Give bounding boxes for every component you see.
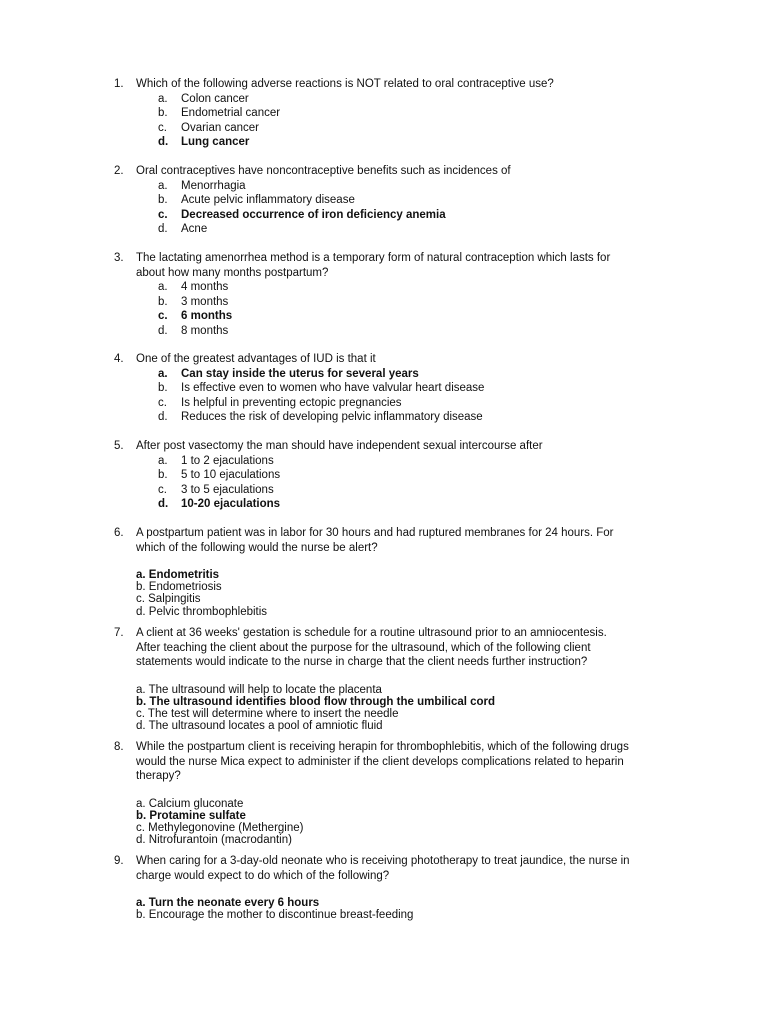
question-number: 7. <box>114 627 124 639</box>
question-text-line: A postpartum patient was in labor for 30 hours and had ruptured membranes for 24 hours. For <box>136 527 614 539</box>
option-text: Endometrial cancer <box>181 107 281 119</box>
answer-option: d. The ultrasound locates a pool of amniotic fluid <box>136 720 383 733</box>
answer-option <box>0 92 768 107</box>
option-text: Acne <box>181 223 208 235</box>
answer-option <box>0 468 768 483</box>
option-text: Can stay inside the uterus for several years <box>181 367 419 380</box>
question-block <box>0 251 768 338</box>
answer-option-correct: b. The ultrasound identifies blood flow through the umbilical cord <box>136 695 496 708</box>
question-text-line: Oral contraceptives have noncontraceptive benefits such as incidences of <box>136 165 511 177</box>
answer-option <box>0 381 768 396</box>
answer-option <box>0 295 768 310</box>
option-letter: d. <box>158 136 169 148</box>
question-block <box>0 439 768 512</box>
option-text: Is effective even to women who have valvular heart disease <box>181 382 485 394</box>
answer-options <box>0 454 768 512</box>
answer-option: d. Pelvic thrombophlebitis <box>136 605 268 618</box>
option-letter: b. <box>158 382 168 394</box>
option-text: Is helpful in preventing ectopic pregnancies <box>181 396 402 409</box>
option-text: 3 to 5 ejaculations <box>181 483 274 496</box>
option-letter: c. <box>158 208 168 221</box>
question-text-line: Which of the following adverse reactions is NOT related to oral contraceptive use? <box>136 78 554 90</box>
option-letter: b. <box>158 295 168 308</box>
option-letter: c. <box>158 310 168 322</box>
question-block <box>0 526 768 618</box>
question-text-line: statements would indicate to the nurse in charge that the client needs further instruction? <box>136 656 588 668</box>
option-letter: d. <box>158 324 168 337</box>
question-text <box>136 740 656 784</box>
option-text: 5 to 10 ejaculations <box>181 469 281 481</box>
question-text-line: After teaching the client about the purpose for the ultrasound, which of the following client <box>136 641 591 654</box>
answer-option <box>0 324 768 339</box>
answer-options <box>0 179 768 237</box>
option-text: Lung cancer <box>181 136 250 148</box>
answer-option <box>0 454 768 469</box>
question-number: 4. <box>114 353 124 365</box>
answer-options <box>0 367 768 425</box>
answer-option: d. Nitrofurantoin (macrodantin) <box>136 834 292 847</box>
answer-option-correct: a. Endometritis <box>136 569 220 581</box>
answer-option <box>0 222 768 237</box>
answer-option-correct <box>0 208 768 223</box>
option-letter: d. <box>158 498 169 510</box>
question-text-line: about how many months postpartum? <box>136 266 329 279</box>
answer-option <box>0 179 768 194</box>
answer-option: a. Calcium gluconate <box>136 797 244 810</box>
question-block <box>0 740 768 846</box>
question-block <box>0 626 768 732</box>
option-text: 10-20 ejaculations <box>181 498 281 510</box>
option-text: Acute pelvic inflammatory disease <box>181 194 355 206</box>
option-letter: b. <box>158 194 168 206</box>
answer-option <box>0 410 768 425</box>
question-number: 8. <box>114 741 124 753</box>
question-block <box>0 854 768 921</box>
question-number: 3. <box>114 252 124 264</box>
answer-options <box>0 569 768 618</box>
answer-options <box>0 684 768 733</box>
question-block <box>0 77 768 150</box>
option-text: Decreased occurrence of iron deficiency anemia <box>181 208 446 221</box>
question-text-line: therapy? <box>136 770 181 782</box>
option-letter: d. <box>158 223 168 235</box>
answer-option <box>0 106 768 121</box>
answer-option <box>0 483 768 498</box>
answer-option: b. Endometriosis <box>136 581 222 594</box>
answer-option-correct <box>0 497 768 512</box>
option-text: Colon cancer <box>181 92 249 105</box>
question-text <box>136 352 656 367</box>
answer-option: a. The ultrasound will help to locate the placenta <box>136 683 382 696</box>
option-letter: c. <box>158 396 167 409</box>
option-text: Ovarian cancer <box>181 121 259 134</box>
answer-option <box>0 396 768 411</box>
question-text-line: charge would expect to do which of the following? <box>136 869 390 882</box>
option-text: 6 months <box>181 310 233 322</box>
question-number: 1. <box>114 78 124 90</box>
option-text: 1 to 2 ejaculations <box>181 454 274 467</box>
question-text <box>136 439 656 454</box>
question-number: 5. <box>114 440 124 452</box>
answer-option: c. Methylegonovine (Methergine) <box>136 821 304 834</box>
question-text <box>136 251 656 280</box>
answer-option <box>0 193 768 208</box>
answer-option: b. Encourage the mother to discontinue breast-feeding <box>136 909 414 922</box>
question-block <box>0 164 768 237</box>
option-text: 3 months <box>181 295 229 308</box>
question-text <box>136 77 656 92</box>
option-letter: d. <box>158 411 168 423</box>
answer-option <box>0 280 768 295</box>
answer-option-correct: b. Protamine sulfate <box>136 809 246 822</box>
option-letter: a. <box>158 367 168 380</box>
option-letter: c. <box>158 483 167 496</box>
answer-option-correct <box>0 309 768 324</box>
question-text-line: A client at 36 weeks' gestation is schedule for a routine ultrasound prior to an amniocentesis. <box>136 627 607 639</box>
answer-option <box>0 121 768 136</box>
question-text-line: which of the following would the nurse be alert? <box>136 541 378 554</box>
question-number: 6. <box>114 527 124 539</box>
answer-option: c. Salpingitis <box>136 593 201 606</box>
option-letter: c. <box>158 121 167 134</box>
answer-options <box>0 798 768 847</box>
option-text: 4 months <box>181 281 229 293</box>
question-text-line: While the postpartum client is receiving herapin for thrombophlebitis, which of the following drugs <box>136 741 629 753</box>
question-number: 9. <box>114 855 124 867</box>
option-text: Reduces the risk of developing pelvic inflammatory disease <box>181 411 483 423</box>
answer-option-correct <box>0 135 768 150</box>
option-letter: b. <box>158 107 168 119</box>
answer-options <box>0 897 768 921</box>
option-letter: a. <box>158 92 168 105</box>
option-text: 8 months <box>181 324 229 337</box>
option-letter: a. <box>158 454 168 467</box>
question-number: 2. <box>114 165 124 177</box>
answer-option-correct <box>0 367 768 382</box>
question-text-line: would the nurse Mica expect to administer if the client develops complications related to heparin <box>136 755 624 768</box>
option-letter: a. <box>158 179 168 192</box>
question-text-line: One of the greatest advantages of IUD is that it <box>136 353 376 365</box>
question-text <box>136 854 656 883</box>
answer-options <box>0 280 768 338</box>
question-text-line: When caring for a 3-day-old neonate who is receiving phototherapy to treat jaundice, the nurse in <box>136 855 630 867</box>
question-text <box>136 164 656 179</box>
question-text <box>136 626 656 670</box>
question-block <box>0 352 768 425</box>
question-text-line: The lactating amenorrhea method is a temporary form of natural contraception which lasts for <box>136 252 611 264</box>
question-text <box>136 526 656 555</box>
option-text: Menorrhagia <box>181 179 246 192</box>
question-text-line: After post vasectomy the man should have independent sexual intercourse after <box>136 440 543 452</box>
option-letter: a. <box>158 281 168 293</box>
answer-options <box>0 92 768 150</box>
answer-option-correct: a. Turn the neonate every 6 hours <box>136 897 320 909</box>
option-letter: b. <box>158 469 168 481</box>
answer-option: c. The test will determine where to insert the needle <box>136 707 399 720</box>
